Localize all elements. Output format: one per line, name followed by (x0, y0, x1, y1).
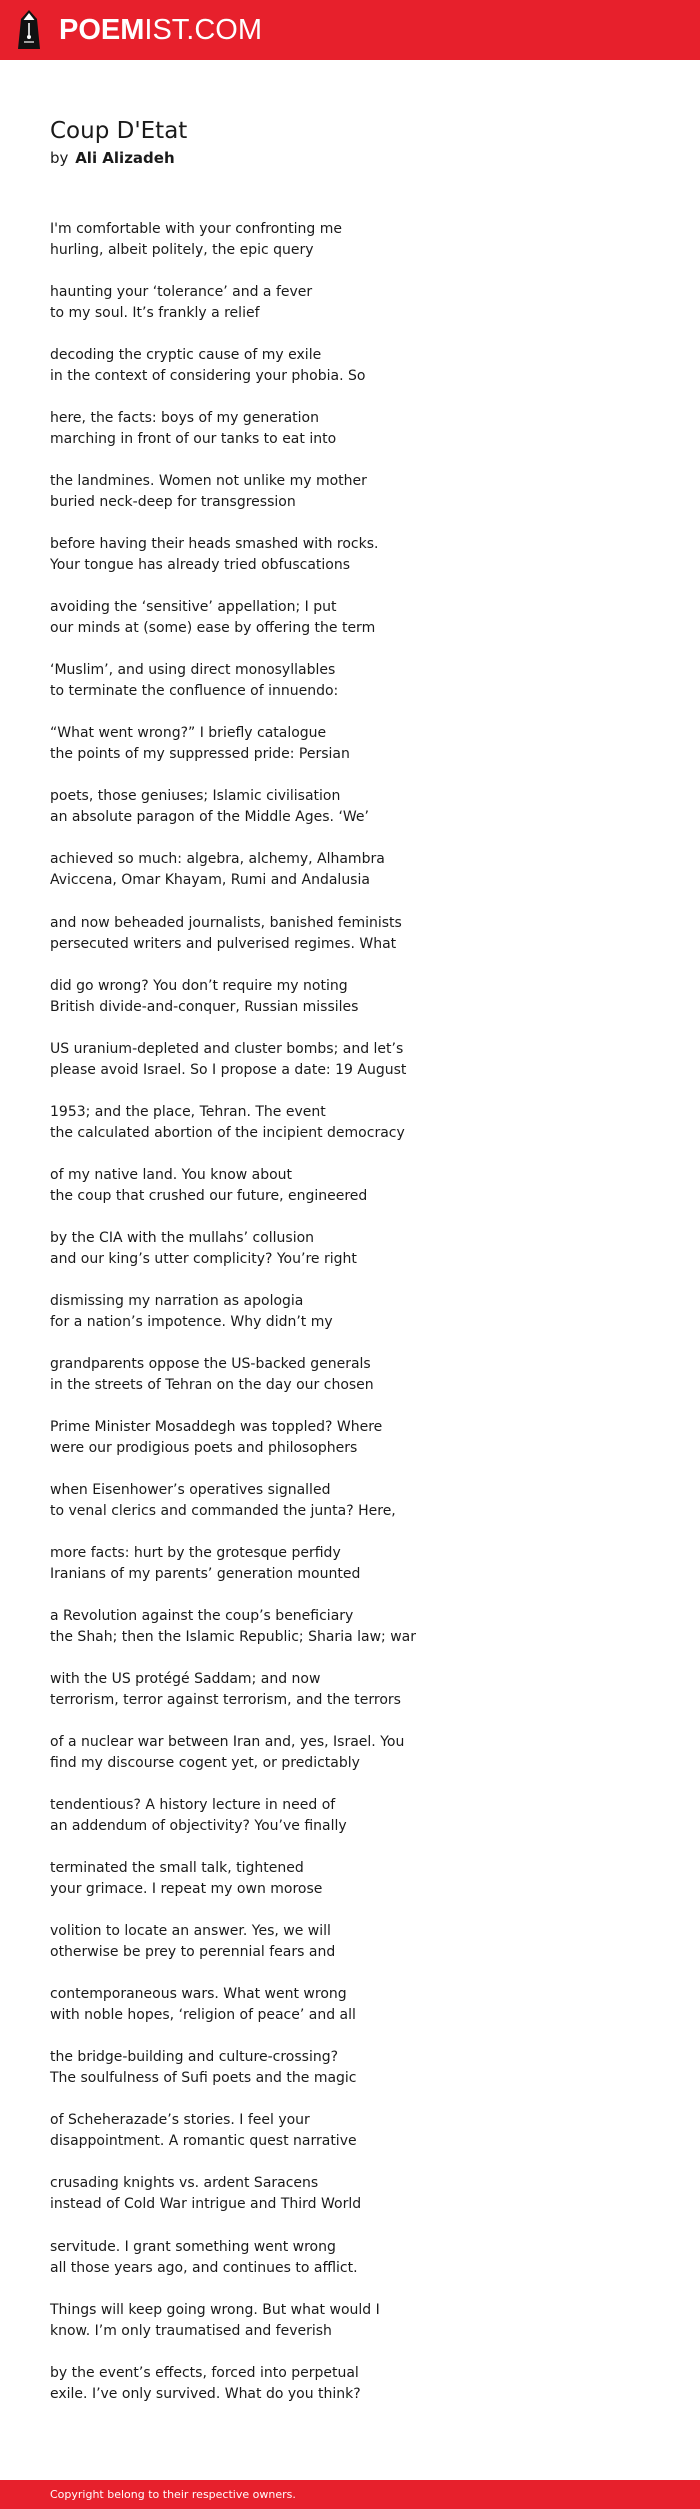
poem-line: “What went wrong?” I briefly catalogue (50, 725, 327, 742)
poem-stanza (50, 849, 670, 891)
poem-line: servitude. I grant something went wrong (50, 2238, 336, 2255)
poem-line: terminated the small talk, tightened (50, 1860, 304, 1877)
poem-line: with noble hopes, ‘religion of peace’ and all (50, 2007, 356, 2024)
poem-line: to terminate the confluence of innuendo: (50, 683, 339, 700)
poem-stanza (50, 1417, 670, 1459)
poem-line: buried neck-deep for transgression (50, 494, 296, 511)
byline-label: by (50, 149, 69, 167)
logo-wordmark-light: IST.COM (144, 14, 263, 46)
poem-stanza (50, 1165, 670, 1207)
poem-line: a Revolution against the coup’s beneficiary (50, 1608, 354, 1625)
poem-line: US uranium-depleted and cluster bombs; and let’s (50, 1040, 404, 1057)
poem-stanza (50, 1669, 670, 1711)
poem-stanza (50, 2173, 670, 2215)
poem-line: contemporaneous wars. What went wrong (50, 1986, 347, 2003)
copyright-text: Copyright belong to their respective owners. (50, 2488, 296, 2501)
pen-nib-icon (17, 9, 41, 51)
poem-line: avoiding the ‘sensitive’ appellation; I put (50, 599, 337, 616)
poem-line: Things will keep going wrong. But what would I (50, 2301, 380, 2318)
poem-line: disappointment. A romantic quest narrative (50, 2133, 357, 2150)
poem-line: find my discourse cogent yet, or predictably (50, 1755, 360, 1772)
poem-line: more facts: hurt by the grotesque perfidy (50, 1544, 341, 1561)
poem-stanza (50, 1543, 670, 1585)
poem-line: marching in front of our tanks to eat into (50, 431, 337, 448)
poem-line: of Scheherazade’s stories. I feel your (50, 2112, 310, 2129)
poem-line: poets, those geniuses; Islamic civilisation (50, 788, 341, 805)
poem-line: otherwise be prey to perennial fears and (50, 1944, 336, 1961)
poem-stanza (50, 597, 670, 639)
poem-line: of my native land. You know about (50, 1166, 293, 1183)
poem-stanza (50, 2110, 670, 2152)
site-logo[interactable] (17, 9, 262, 51)
poem-line: the coup that crushed our future, engineered (50, 1187, 368, 1204)
poem-line: British divide-and-conquer, Russian missiles (50, 998, 359, 1015)
poem-stanza (50, 282, 670, 324)
poem-line: the landmines. Women not unlike my mother (50, 473, 367, 490)
poem-line: in the streets of Tehran on the day our chosen (50, 1376, 374, 1393)
poem-line: the Shah; then the Islamic Republic; Sharia law; war (50, 1629, 416, 1646)
poem-line: to my soul. It’s frankly a relief (50, 305, 260, 322)
poem-stanza (50, 786, 670, 828)
poem-line: decoding the cryptic cause of my exile (50, 347, 322, 364)
poem-stanza (50, 1102, 670, 1144)
poem-line: an addendum of objectivity? You’ve finally (50, 1818, 347, 1835)
logo-wordmark-bold: POEM (59, 14, 145, 46)
poem-line: volition to locate an answer. Yes, we will (50, 1923, 331, 1940)
poem-line: before having their heads smashed with rocks. (50, 536, 379, 553)
poem-line: when Eisenhower’s operatives signalled (50, 1481, 331, 1498)
poem-stanza (50, 1984, 670, 2026)
poem-stanza (50, 219, 670, 261)
poem-line: I'm comfortable with your confronting me (50, 221, 342, 237)
poem-title: Coup D'Etat (50, 118, 188, 144)
poem-line: ‘Muslim’, and using direct monosyllables (50, 662, 336, 679)
poem-line: were our prodigious poets and philosophers (50, 1439, 358, 1456)
poem-line: the bridge-building and culture-crossing? (50, 2049, 339, 2066)
poem-stanza (50, 345, 670, 387)
poem-stanza (50, 1354, 670, 1396)
poem-line: achieved so much: algebra, alchemy, Alhambra (50, 851, 385, 868)
poem-line: all those years ago, and continues to afflict. (50, 2259, 358, 2276)
poem-line: by the event’s effects, forced into perpetual (50, 2364, 359, 2381)
poem-line: please avoid Israel. So I propose a date: 19 August (50, 1061, 407, 1078)
poem-line: Your tongue has already tried obfuscations (50, 557, 351, 574)
poem-line: haunting your ‘tolerance’ and a fever (50, 284, 313, 301)
poem-line: tendentious? A history lecture in need of (50, 1797, 336, 1814)
poem-stanza (50, 660, 670, 702)
poem-stanza (50, 2047, 670, 2089)
poem-line: here, the facts: boys of my generation (50, 410, 319, 427)
poem-line: persecuted writers and pulverised regimes. What (50, 935, 397, 952)
poem-line: hurling, albeit politely, the epic query (50, 242, 314, 258)
poem-byline (50, 148, 175, 168)
poem-line: know. I’m only traumatised and feverish (50, 2322, 332, 2339)
poem-stanza (50, 913, 670, 955)
poem-line: our minds at (some) ease by offering the term (50, 620, 376, 637)
poem-stanza (50, 471, 670, 513)
poem-line: terrorism, terror against terrorism, and the terrors (50, 1692, 401, 1709)
poem-stanza (50, 1291, 670, 1333)
poem-line: for a nation’s impotence. Why didn’t my (50, 1313, 333, 1330)
poem-stanza (50, 2237, 670, 2279)
poem-stanza (50, 408, 670, 450)
poem-line: by the CIA with the mullahs’ collusion (50, 1229, 315, 1246)
logo-wordmark (59, 9, 262, 51)
site-footer (0, 2480, 700, 2509)
poem-line: the points of my suppressed pride: Persian (50, 746, 350, 763)
poem-stanza (50, 1732, 670, 1774)
poem-stanza (50, 1480, 670, 1522)
poem-stanza (50, 1858, 670, 1900)
poem-line: dismissing my narration as apologia (50, 1292, 304, 1309)
poem-line: an absolute paragon of the Middle Ages. ‘We’ (50, 809, 369, 826)
poem-stanza (50, 1039, 670, 1081)
poem-stanza (50, 534, 670, 576)
author-link[interactable]: Ali Alizadeh (75, 149, 175, 167)
poem-line: of a nuclear war between Iran and, yes, Israel. You (50, 1734, 405, 1751)
poem-line: The soulfulness of Sufi poets and the magic (50, 2070, 357, 2087)
poem-line: and our king’s utter complicity? You’re right (50, 1250, 357, 1267)
site-header (0, 0, 700, 60)
poem-stanza (50, 976, 670, 1018)
poem-line: in the context of considering your phobia. So (50, 368, 366, 385)
poem-line: 1953; and the place, Tehran. The event (50, 1103, 326, 1120)
poem-stanza (50, 723, 670, 765)
poem-line: instead of Cold War intrigue and Third World (50, 2196, 362, 2213)
poem-line: the calculated abortion of the incipient democracy (50, 1124, 405, 1141)
poem-stanza (50, 1606, 670, 1648)
poem-line: to venal clerics and commanded the junta? Here, (50, 1502, 396, 1519)
poem-line: Prime Minister Mosaddegh was toppled? Where (50, 1418, 383, 1435)
poem-line: Iranians of my parents’ generation mounted (50, 1565, 361, 1582)
poem-line: exile. I’ve only survived. What do you think? (50, 2385, 361, 2402)
poem-line: grandparents oppose the US-backed generals (50, 1355, 371, 1372)
poem-line: crusading knights vs. ardent Saracens (50, 2175, 319, 2192)
poem-stanza (50, 1921, 670, 1963)
poem-stanza (50, 1228, 670, 1270)
poem-stanza (50, 1795, 670, 1837)
poem-line: did go wrong? You don’t require my noting (50, 977, 348, 994)
poem-stanza (50, 2300, 670, 2342)
poem-body (50, 219, 670, 2426)
poem-line: your grimace. I repeat my own morose (50, 1881, 323, 1898)
poem-stanza (50, 2363, 670, 2405)
poem-line: and now beheaded journalists, banished feminists (50, 914, 402, 931)
poem-line: with the US protégé Saddam; and now (50, 1671, 321, 1688)
poem-line: Aviccena, Omar Khayam, Rumi and Andalusia (50, 872, 370, 889)
